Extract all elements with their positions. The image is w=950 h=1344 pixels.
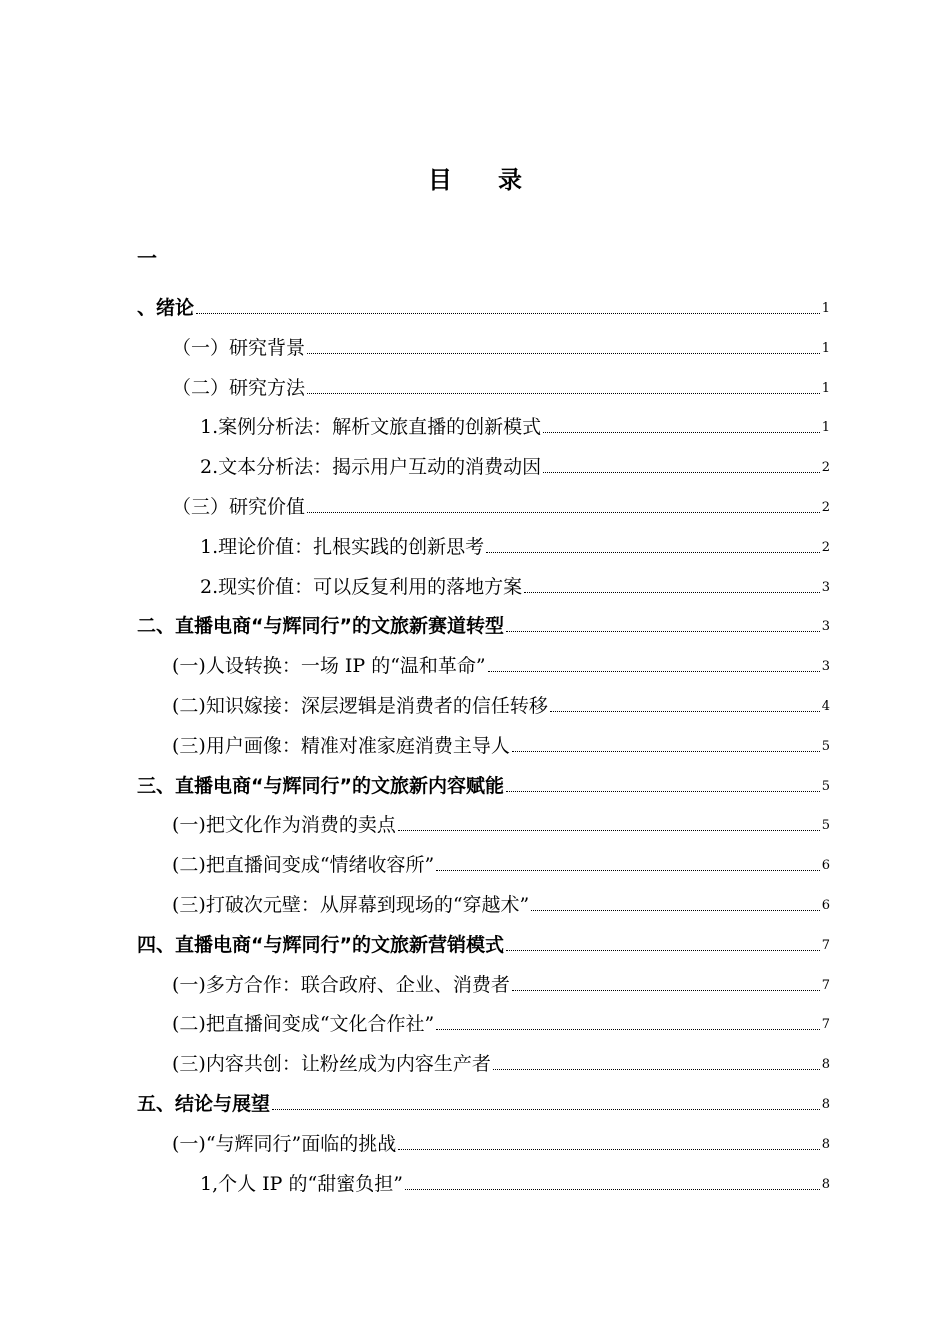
toc-entry[interactable] [200,569,830,599]
toc-entry-title: 2.文本分析法：揭示用户互动的消费动因 [200,456,542,479]
toc-entry[interactable] [137,290,830,320]
toc-dot-leader [436,869,819,871]
toc-page-number: 1 [821,340,830,356]
toc-entry-title: 1.案例分析法：解析文旅直播的创新模式 [200,416,542,439]
toc-entry[interactable] [172,847,830,877]
toc-dot-leader [506,630,820,632]
toc-entry-title: (二)把直播间变成“文化合作社” [172,1013,435,1036]
toc-entry[interactable] [137,768,830,798]
toc-page-number: 4 [821,699,830,714]
toc-entry-title: (一)人设转换：一场 IP 的“温和革命” [172,655,486,678]
toc-entry[interactable] [172,688,830,718]
toc-page-number: 8 [821,1176,830,1192]
toc-entry[interactable] [200,529,830,559]
toc-page-number: 7 [821,977,830,993]
toc-entry[interactable] [172,1046,830,1076]
toc-entry-title: (三)打破次元壁：从屏幕到现场的“穿越术” [172,894,530,916]
toc-page-number: 8 [821,1057,830,1073]
toc-dot-leader [512,750,820,752]
toc-entry[interactable] [137,608,830,638]
toc-dot-leader [524,591,820,593]
toc-page-number: 7 [821,937,830,953]
toc-page-number: 7 [821,1017,830,1033]
toc-entry-title: (一)多方合作：联合政府、企业、消费者 [172,973,510,996]
toc-page-number: 1 [821,380,830,396]
toc-entry-title: （三）研究价值 [172,496,306,518]
toc-page-number: 3 [821,579,830,595]
toc-entry-title: 五、结论与展望 [137,1093,271,1115]
toc-entry[interactable] [200,1166,830,1196]
toc-page-number: 5 [821,738,830,754]
toc-entry[interactable] [172,370,830,400]
toc-dot-leader [272,1108,820,1110]
toc-entry[interactable] [172,967,830,997]
toc-page-number: 6 [821,898,830,913]
toc-dot-leader [543,431,820,433]
toc-page-number: 2 [821,539,830,555]
toc-page-number: 8 [821,1097,830,1112]
toc-page-number: 5 [821,778,830,794]
toc-entry[interactable] [137,927,830,957]
toc-page-number: 2 [821,500,830,515]
toc-entry-title: 1.理论价值：扎根实践的创新思考 [200,535,485,558]
toc-dot-leader [512,989,820,991]
toc-entry[interactable] [172,807,830,837]
toc-page-number: 8 [821,1136,830,1152]
toc-entry[interactable] [172,887,830,917]
toc-entry-title: 三、直播电商“与辉同行”的文旅新内容赋能 [137,774,504,797]
toc-dot-leader [486,551,820,553]
toc-entry[interactable] [137,1086,830,1116]
toc-page-number: 6 [821,858,830,874]
toc-entry[interactable] [172,330,830,360]
toc-entry[interactable] [200,449,830,479]
title-part-1: 目 [428,166,452,194]
toc-dot-leader [506,790,820,792]
toc-entry-title: 1,个人 IP 的“甜蜜负担” [200,1172,403,1195]
toc-page-number: 1 [821,420,830,436]
toc-dot-leader [307,392,820,394]
toc-dot-leader [543,471,820,473]
title-part-2: 录 [498,166,522,194]
toc-dot-leader [531,909,819,911]
toc-dot-leader [307,352,820,354]
toc-dot-leader [493,1068,820,1070]
toc-dot-leader [506,949,820,951]
toc-dot-leader [398,1148,819,1150]
toc-entry[interactable] [172,1006,830,1036]
toc-entry[interactable] [172,489,830,519]
toc-dot-leader [488,670,820,672]
toc-entry-title: (三)用户画像：精准对准家庭消费主导人 [172,734,510,757]
chapter-number-dash: 一 [137,246,157,270]
toc-entry-title: 2.现实价值：可以反复利用的落地方案 [200,575,523,598]
toc-entry-title: 、绪论 [137,297,195,319]
toc-page-number: 3 [821,619,830,635]
toc-dot-leader [196,312,820,314]
toc-page-number: 1 [821,301,830,316]
toc-entry-title: (二)把直播间变成“情绪收容所” [172,854,435,877]
toc-entry[interactable] [172,728,830,758]
toc-dot-leader [398,829,820,831]
toc-dot-leader [436,1028,819,1030]
toc-entry-title: （二）研究方法 [172,376,306,399]
toc-entry[interactable] [172,1126,830,1156]
toc-entry-title: (三)内容共创：让粉丝成为内容生产者 [172,1053,491,1076]
toc-dot-leader [550,710,820,712]
toc-entry-title: 二、直播电商“与辉同行”的文旅新赛道转型 [137,615,504,638]
toc-entry-title: （一）研究背景 [172,336,306,359]
toc-entry[interactable] [172,648,830,678]
toc-dot-leader [405,1188,820,1190]
toc-entry-title: 四、直播电商“与辉同行”的文旅新营销模式 [137,933,504,956]
toc-page-number: 2 [821,460,830,476]
toc-entry-title: (二)知识嫁接：深层逻辑是消费者的信任转移 [172,695,548,717]
toc-entry-title: (一)“与辉同行”面临的挑战 [172,1132,397,1155]
toc-dot-leader [307,511,820,513]
page-title [0,160,950,195]
toc-page-number: 3 [821,659,830,675]
toc-entry-title: (一)把文化作为消费的卖点 [172,814,396,837]
toc-entry[interactable] [200,409,830,439]
toc-page-number: 5 [821,818,830,834]
